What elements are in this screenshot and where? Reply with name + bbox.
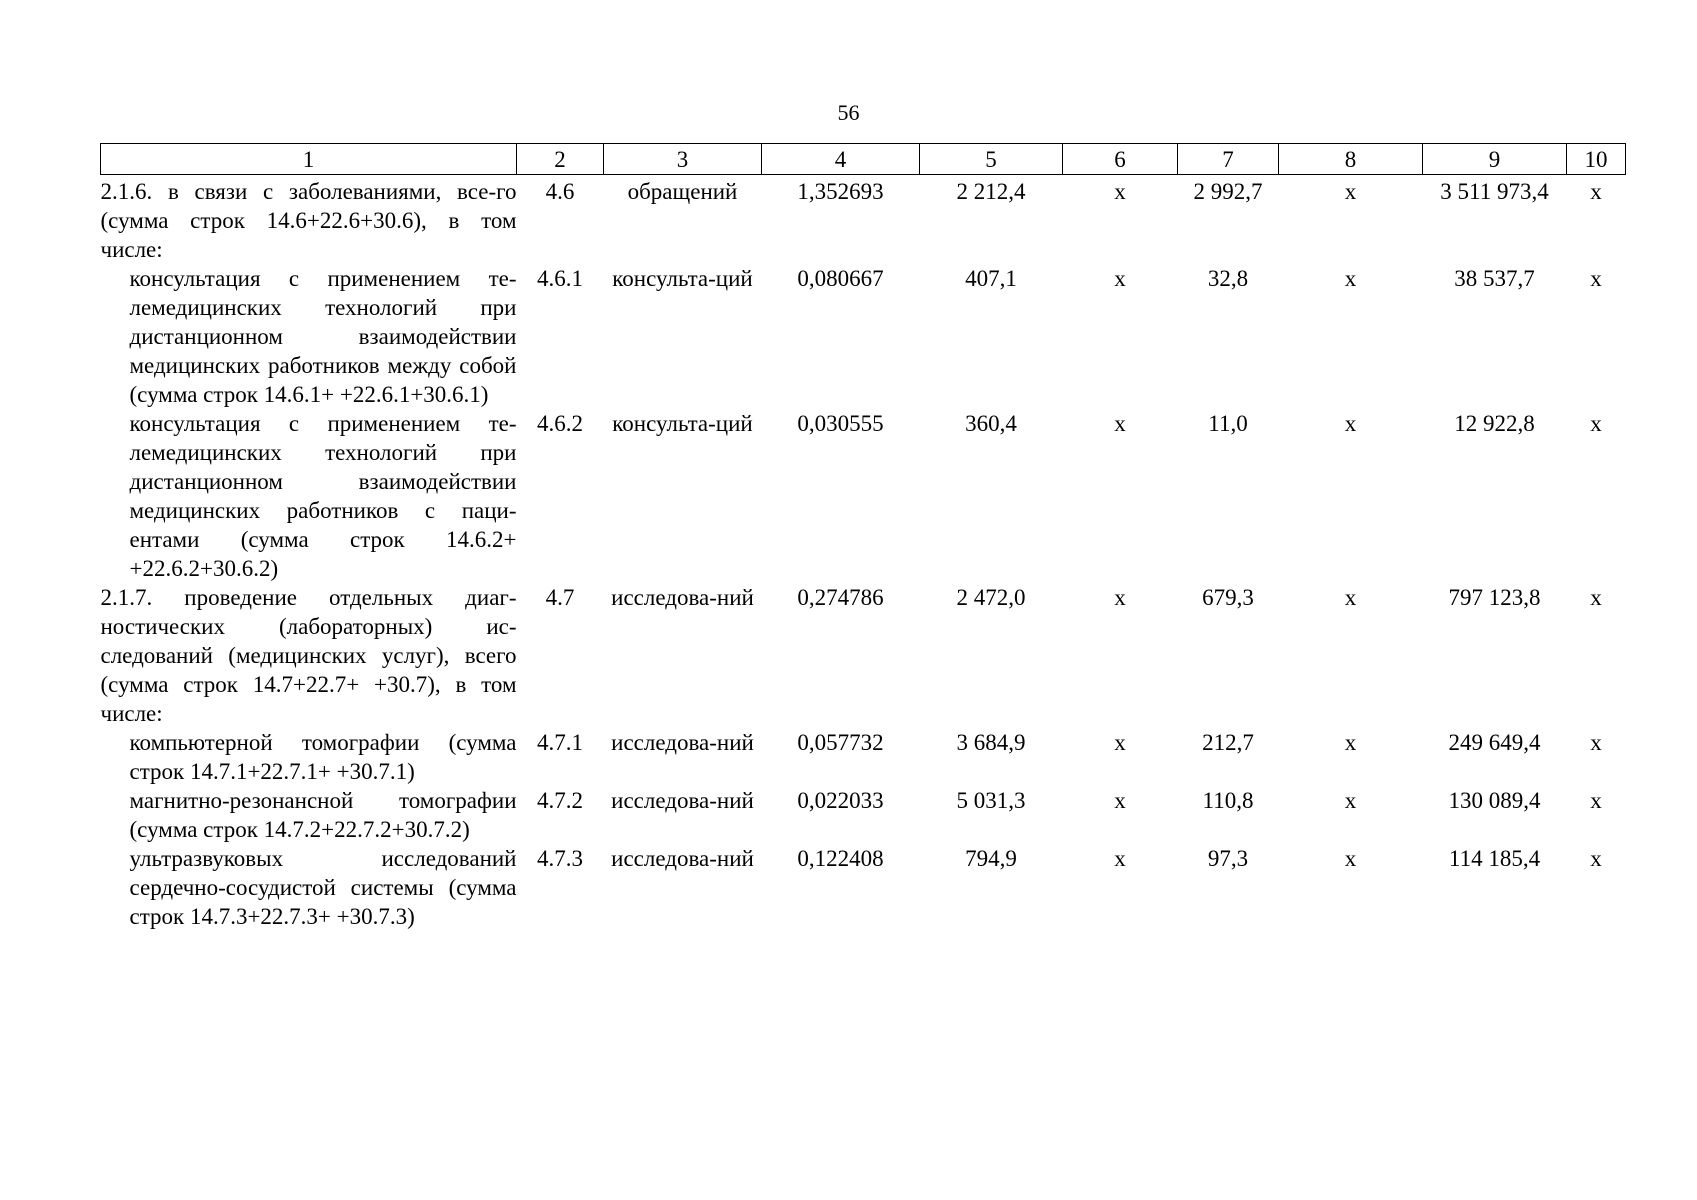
row-value-cell: 114 185,4 [1448,846,1541,871]
row-value-cell: х [1114,730,1126,755]
row-value-cell: х [1590,846,1602,871]
row-value-cell: 3 511 973,4 [1440,179,1549,204]
row-value-cell: х [1344,788,1357,813]
row-value-cell: х [1590,266,1602,291]
row-code-cell: 4.7 [545,585,575,610]
row-value-cell: х [1114,266,1126,291]
row-unit-cell: исследова-ний [611,788,754,813]
row-value-cell: х [1590,788,1602,813]
column-header: 1 [101,144,517,175]
table-row [101,175,1626,265]
row-value-cell: х [1344,411,1357,436]
column-header: 2 [517,144,604,175]
row-name-cell: компьютерной томографии (сумма строк 14.7.1+22.7.1+ +30.7.1) [129,730,517,784]
row-name-cell: 2.1.7. проведение отдельных диаг-ностических (лабораторных) ис-следований (медицинских услуг), всего (сумма строк 14.7+22.7+ +30.7), в том числе: [100,585,517,726]
row-value-cell: х [1114,585,1126,610]
column-header: 10 [1567,144,1626,175]
row-value-cell: 3 684,9 [956,730,1026,755]
row-code-cell: 4.7.3 [537,846,583,871]
row-name-cell: 2.1.6. в связи с заболеваниями, все-го (сумма строк 14.6+22.6+30.6), в том числе: [100,179,517,262]
row-value-cell: 32,8 [1207,266,1249,291]
row-name-cell: магнитно-резонансной томографии (сумма строк 14.7.2+22.7.2+30.7.2) [129,788,517,842]
row-value-cell: 407,1 [965,266,1017,291]
row-value-cell: х [1590,411,1602,436]
row-value-cell: х [1344,266,1357,291]
row-code-cell: 4.6.2 [537,411,583,436]
row-value-cell: 679,3 [1202,585,1254,610]
table-header-row [101,144,1626,175]
row-unit-cell: исследова-ний [611,585,754,610]
table-row [101,264,1626,409]
table-body [101,175,1626,932]
column-header: 6 [1063,144,1178,175]
row-value-cell: 2 212,4 [956,179,1026,204]
row-value-cell: 97,3 [1207,846,1249,871]
row-value-cell: 110,8 [1202,788,1254,813]
row-value-cell: 1,352693 [797,179,884,204]
row-value-cell: х [1590,585,1602,610]
row-value-cell: х [1114,411,1126,436]
row-unit-cell: консульта-ций [612,411,753,436]
row-value-cell: 0,080667 [797,266,884,291]
table-row [101,728,1626,786]
table-row [101,786,1626,844]
table-row [101,844,1626,931]
row-unit-cell: обращений [627,179,738,204]
row-value-cell: 5 031,3 [956,788,1026,813]
row-value-cell: х [1114,788,1126,813]
row-code-cell: 4.6 [545,179,575,204]
row-unit-cell: консульта-ций [612,266,753,291]
row-code-cell: 4.7.2 [537,788,583,813]
row-value-cell: х [1344,730,1357,755]
row-value-cell: 12 922,8 [1454,411,1535,436]
column-header: 9 [1423,144,1567,175]
row-unit-cell: исследова-ний [611,846,754,871]
row-value-cell: 11,0 [1208,411,1248,436]
row-value-cell: 2 472,0 [956,585,1026,610]
column-header: 4 [762,144,920,175]
row-value-cell: х [1344,179,1357,204]
row-value-cell: 0,122408 [797,846,884,871]
data-table [100,143,1626,931]
row-value-cell: 212,7 [1202,730,1254,755]
row-value-cell: 2 992,7 [1193,179,1263,204]
column-header: 7 [1178,144,1279,175]
table-row [101,583,1626,728]
row-name-cell: консультация с применением те-лемедицинских технологий при дистанционном взаимодействии медицинских работников с паци-ентами (сумма строк 14.6.2+ +22.6.2+30.6.2) [129,411,517,581]
row-unit-cell: исследова-ний [611,730,754,755]
row-value-cell: 249 649,4 [1448,730,1541,755]
row-value-cell: 0,030555 [797,411,884,436]
row-value-cell: 38 537,7 [1454,266,1535,291]
row-value-cell: х [1344,585,1357,610]
row-value-cell: 0,022033 [797,788,884,813]
row-value-cell: х [1590,730,1602,755]
row-value-cell: х [1590,179,1602,204]
row-value-cell: х [1114,846,1126,871]
row-value-cell: 0,057732 [797,730,884,755]
row-code-cell: 4.7.1 [537,730,583,755]
column-header: 3 [604,144,762,175]
row-name-cell: консультация с применением те-лемедицинских технологий при дистанционном взаимодействии медицинских работников между собой (сумма строк 14.6.1+ +22.6.1+30.6.1) [129,266,517,407]
column-header: 5 [920,144,1063,175]
row-name-cell: ультразвуковых исследований сердечно-сосудистой системы (сумма строк 14.7.3+22.7.3+ +30.7.3) [129,846,517,929]
row-value-cell: 0,274786 [797,585,884,610]
page-number: 56 [837,100,860,125]
row-value-cell: 360,4 [965,411,1017,436]
row-value-cell: 797 123,8 [1448,585,1541,610]
row-code-cell: 4.6.1 [537,266,583,291]
row-value-cell: х [1114,179,1126,204]
row-value-cell: 130 089,4 [1448,788,1541,813]
column-header: 8 [1279,144,1423,175]
row-value-cell: х [1344,846,1357,871]
table-row [101,409,1626,583]
row-value-cell: 794,9 [965,846,1017,871]
